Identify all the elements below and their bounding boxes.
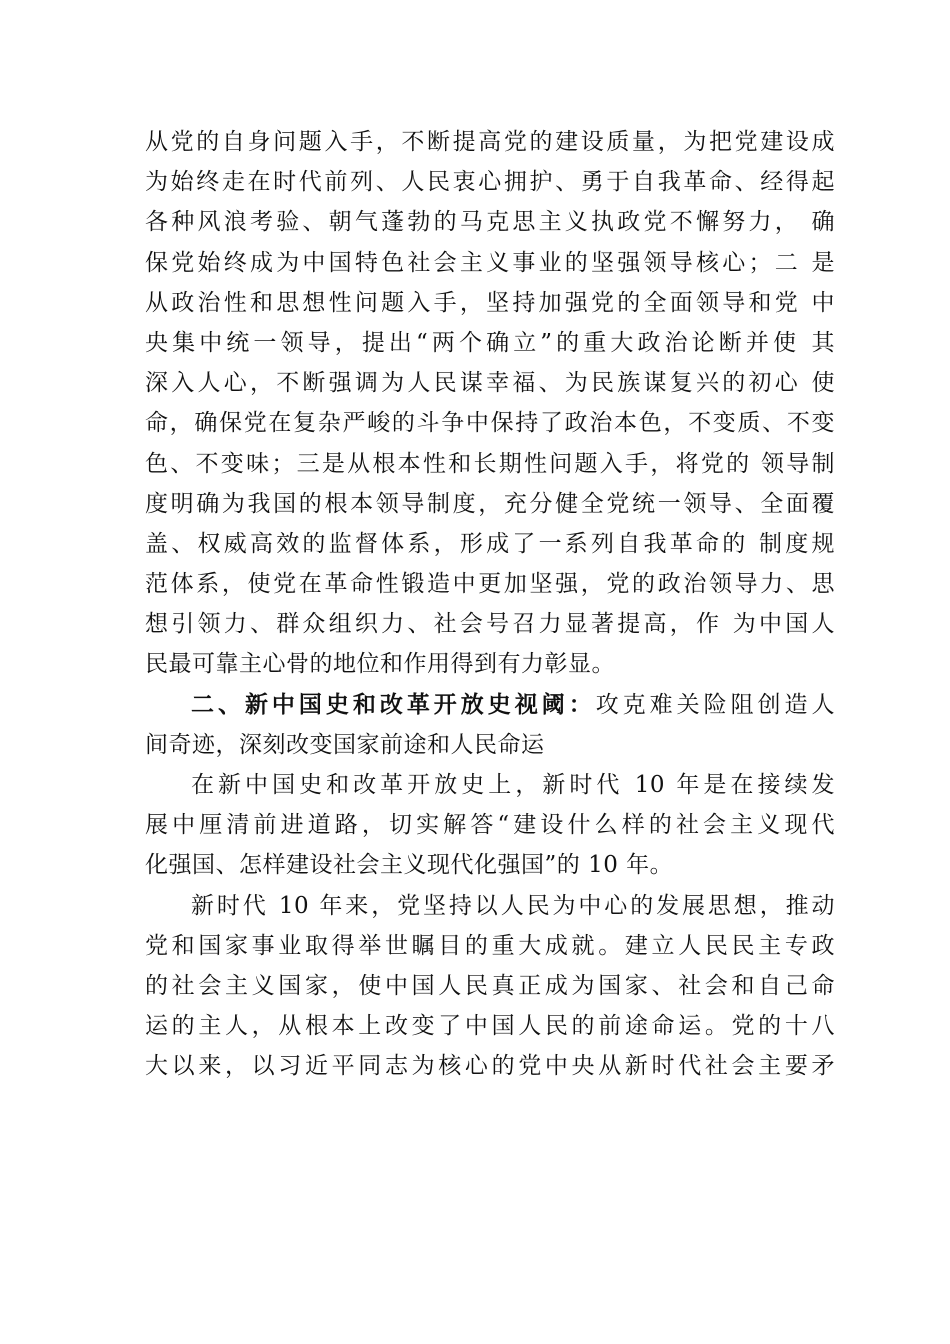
text-line: 展中厘清前进道路，切实解答“建设什么样的社会主义现代	[145, 812, 835, 839]
text-line: 保党始终成为中国特色社会主义事业的坚强领导核心；二 是	[145, 249, 835, 276]
heading-line	[145, 685, 835, 725]
text-line: 从党的自身问题入手，不断提高党的建设质量，为把党建设成	[145, 129, 835, 155]
text-line: 运的主人，从根本上改变了中国人民的前途命运。党的十八	[145, 1013, 835, 1040]
text-line: 民最可靠主心骨的地位和作用得到有力彰显。	[145, 651, 615, 678]
text-line: 化强国、怎样建设社会主义现代化强国”的 10 年。	[145, 852, 674, 879]
text-line: 为始终走在时代前列、人民衷心拥护、勇于自我革命、经得起	[145, 169, 835, 196]
document-body	[145, 122, 835, 1087]
heading-lead: 二、新中国史和改革开放史视阈：	[191, 691, 596, 718]
text-line: 党和国家事业取得举世瞩目的重大成就。建立人民民主专政	[145, 932, 835, 959]
text-line: 在新中国史和改革开放史上，新时代 10 年是在接续发	[191, 772, 835, 798]
text-line: 央集中统一领导，提出“两个确立”的重大政治论断并使 其	[145, 329, 835, 356]
heading-rest: 攻克难关险阻创造人	[595, 691, 836, 718]
text-line: 从政治性和思想性问题入手，坚持加强党的全面领导和党 中	[145, 289, 835, 316]
paragraph-continuation	[145, 122, 835, 685]
paragraph	[145, 886, 835, 1087]
paragraph	[145, 765, 835, 886]
text-line: 各种风浪考验、朝气蓬勃的马克思主义执政党不懈努力， 确	[145, 209, 835, 236]
text-line: 度明确为我国的根本领导制度，充分健全党统一领导、全面覆	[145, 490, 835, 517]
text-line: 新时代 10 年来，党坚持以人民为中心的发展思想，推动	[191, 892, 835, 919]
text-line: 色、不变味；三是从根本性和长期性问题入手，将党的 领导制	[145, 450, 835, 477]
text-line: 想引领力、群众组织力、社会号召力显著提高，作 为中国人	[145, 611, 835, 638]
text-line: 范体系，使党在革命性锻造中更加坚强，党的政治领导力、思	[145, 571, 835, 598]
heading-line: 间奇迹，深刻改变国家前途和人民命运	[145, 731, 545, 758]
text-line: 的社会主义国家，使中国人民真正成为国家、社会和自己命	[145, 972, 835, 999]
text-line: 命，确保党在复杂严峻的斗争中保持了政治本色，不变质、不变	[145, 410, 835, 437]
text-line: 深入人心，不断强调为人民谋幸福、为民族谋复兴的初心 使	[145, 370, 835, 397]
text-line: 大以来，以习近平同志为核心的党中央从新时代社会主要矛	[145, 1053, 835, 1080]
section-heading	[145, 685, 835, 765]
text-line: 盖、权威高效的监督体系，形成了一系列自我革命的 制度规	[145, 530, 835, 557]
